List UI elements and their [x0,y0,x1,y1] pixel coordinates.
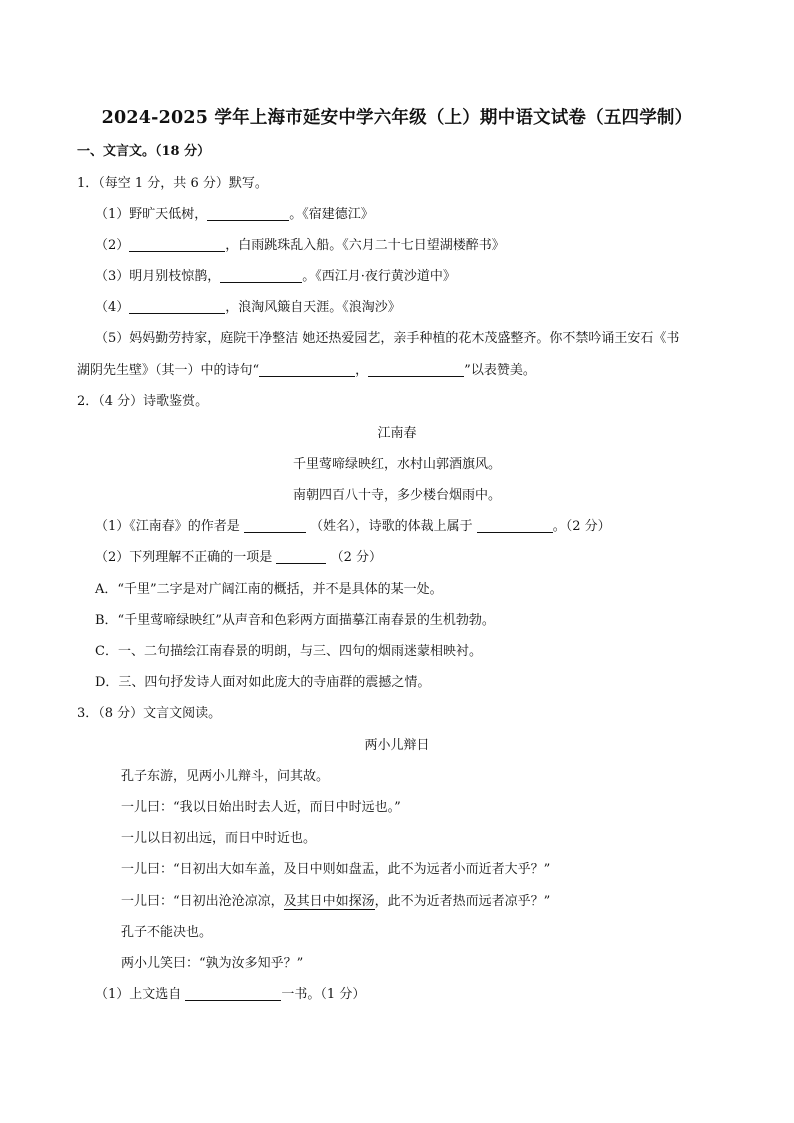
q1-item-3-text-a: （3）明月别枝惊鹊， [95,269,221,284]
q1-item-5-line-1: （5）妈妈勤劳持家，庭院干净整洁 她还热爱园艺，亲手种植的花木茂盛整齐。你不禁吟诵王安石《书 [95,331,680,346]
q2-sub-2-text-b: （2 分） [330,550,382,565]
q2-heading: 2．（4 分）诗歌鉴赏。 [77,394,209,409]
option-a: A．“千里”二字是对广阔江南的概括，并不是具体的某一处。 [95,582,443,597]
q1-item-1 [95,205,374,225]
q3-heading: 3．（8 分）文言文阅读。 [77,706,222,721]
answer-blank[interactable] [207,206,289,221]
answer-blank[interactable] [259,362,355,377]
text-paragraph-5 [121,892,550,912]
q2-sub-2-text-a: （2）下列理解不正确的一项是 [95,550,273,565]
answer-blank[interactable] [185,986,281,1001]
q1-item-2-text-a: （2） [95,238,130,253]
option-b: B．“千里莺啼绿映红”从声音和色彩两方面描摹江南春景的生机勃勃。 [95,613,495,628]
answer-blank[interactable] [477,518,553,533]
q2-sub-2 [95,548,382,568]
answer-blank[interactable] [220,268,302,283]
section-heading: 一、文言文。（18 分） [77,144,211,159]
answer-blank[interactable] [368,362,464,377]
text-paragraph-1: 孔子东游，见两小儿辩斗，问其故。 [121,769,330,784]
exam-title: 2024-2025 学年上海市延安中学六年级（上）期中语文试卷（五四学制） [101,108,693,128]
q1-item-3 [95,267,456,287]
text-paragraph-5-a: 一儿曰：“日初出沧沧凉凉， [121,894,284,909]
text-paragraph-3: 一儿以日初出远，而日中时近也。 [121,831,317,846]
q2-sub-1-text-a: （1）《江南春》的作者是 [95,519,240,534]
q1-item-1-text-a: （1）野旷天低树， [95,207,208,222]
answer-blank[interactable] [276,549,326,564]
poem-line-1: 千里莺啼绿映红，水村山郭酒旗风。 [292,457,501,472]
q1-item-3-text-b: 。《西江月·夜行黄沙道中》 [302,269,456,284]
q1-heading: 1．（每空 1 分，共 6 分）默写。 [77,176,268,191]
option-d: D．三、四句抒发诗人面对如此庞大的寺庙群的震撼之情。 [95,675,431,690]
q2-sub-1 [95,517,611,537]
q1-item-5-text-a: 湖阴先生壁》（其一）中的诗句“ [77,363,260,378]
text-paragraph-4: 一儿曰：“日初出大如车盖，及日中则如盘盂，此不为远者小而近者大乎？” [121,862,551,877]
q2-sub-1-text-b: （姓名），诗歌的体裁上属于 [310,519,473,534]
answer-blank[interactable] [129,237,225,252]
poem-line-2: 南朝四百八十寺，多少楼台烟雨中。 [292,488,501,503]
q1-item-2-text-b: ，白雨跳珠乱入船。《六月二十七日望湖楼醉书》 [225,238,505,253]
text-title: 两小儿辩日 [364,738,430,753]
q1-item-4-text-b: ，浪淘风簸自天涯。《浪淘沙》 [225,300,401,315]
text-paragraph-5-b: ，此不为近者热而远者凉乎？” [374,894,551,909]
underlined-phrase: 及其日中如探汤 [283,894,375,909]
option-c: C．一、二句描绘江南春景的明朗，与三、四句的烟雨迷蒙相映衬。 [95,644,482,659]
q3-sub-1-text-a: （1）上文选自 [95,987,182,1002]
q1-item-2 [95,236,505,256]
poem-title: 江南春 [377,426,417,441]
q3-sub-1 [95,985,365,1005]
text-paragraph-2: 一儿曰：“我以日始出时去人近，而日中时远也。” [121,800,401,815]
text-paragraph-7: 两小儿笑曰：“孰为汝多知乎？” [121,956,304,971]
q1-item-5-text-c: ”以表赞美。 [464,363,536,378]
text-paragraph-6: 孔子不能决也。 [121,925,213,940]
q1-item-1-text-b: 。《宿建德江》 [289,207,374,222]
q1-item-4 [95,298,401,318]
q1-item-4-text-a: （4） [95,300,130,315]
q1-item-5-text-b: ， [355,363,369,378]
q1-item-5-line-2 [77,361,536,381]
answer-blank[interactable] [129,299,225,314]
q2-sub-1-text-c: 。（2 分） [552,519,611,534]
answer-blank[interactable] [244,518,306,533]
q3-sub-1-text-b: 一书。（1 分） [281,987,366,1002]
